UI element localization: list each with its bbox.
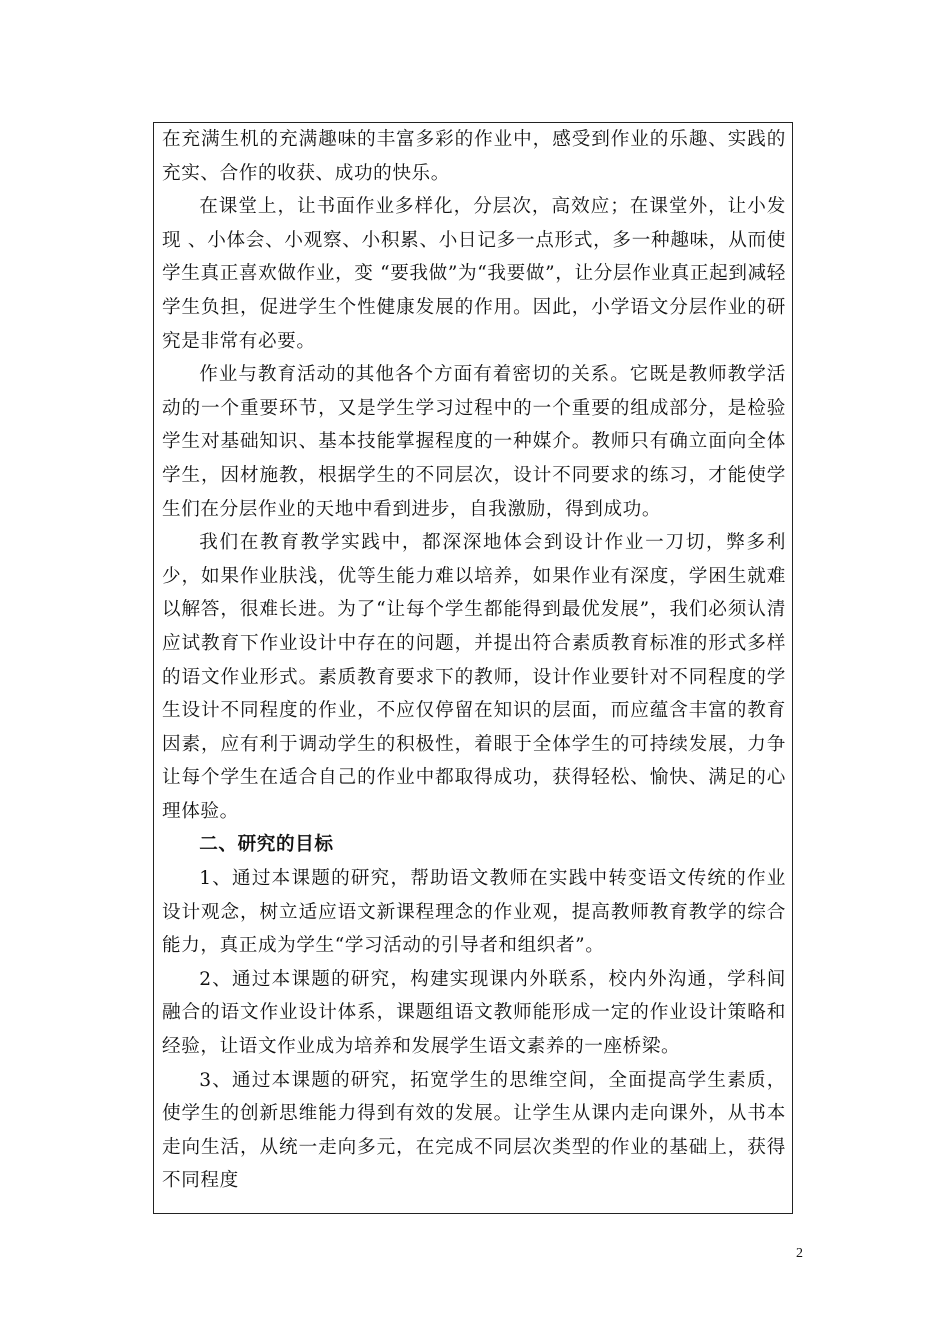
paragraph: 在课堂上，让书面作业多样化，分层次，高效应；在课堂外，让小发现 、小体会、小观察、小积累、小日记多一点形式，多一种趣味，从而使学生真正喜欢做作业，变 “要我做”为“我要做”，让分层作业真正起到减轻学生负担，促进学生个性健康发展的作用。因此，小学语文分层作业的研究是非常有必要。 [162, 196, 786, 352]
section-heading: 二、研究的目标 [199, 834, 334, 856]
paragraph: 我们在教育教学实践中，都深深地体会到设计作业一刀切，弊多利少，如果作业肤浅，优等生能力难以培养，如果作业有深度，学困生就难以解答，很难长进。为了“让每个学生都能得到最优发展”，我们必须认清应试教育下作业设计中存在的问题，并提出符合素质教育标准的形式多样的语文作业形式。素质教育要求下的教师，设计作业要针对不同程度的学生设计不同程度的作业，不应仅停留在知识的层面，而应蕴含丰富的教育因素，应有利于调动学生的积极性，着眼于全体学生的可持续发展，力争让每个学生在适合自己的作业中都取得成功，获得轻松、愉快、满足的心理体验。 [162, 532, 786, 822]
goal-item: 1、通过本课题的研究，帮助语文教师在实践中转变语文传统的作业设计观念，树立适应语文新课程理念的作业观，提高教师教育教学的综合能力，真正成为学生“学习活动的引导者和组织者”。 [162, 868, 786, 957]
goal-item: 2、通过本课题的研究，构建实现课内外联系，校内外沟通，学科间融合的语文作业设计体系，课题组语文教师能形成一定的作业设计策略和经验，让语文作业成为培养和发展学生语文素养的一座桥梁。 [162, 968, 786, 1058]
document-body [162, 123, 786, 1198]
page-number: 2 [796, 1246, 803, 1261]
paragraph-continuation: 在充满生机的充满趣味的丰富多彩的作业中，感受到作业的乐趣、实践的充实、合作的收获、成功的快乐。 [162, 129, 786, 184]
paragraph: 作业与教育活动的其他各个方面有着密切的关系。它既是教师教学活动的一个重要环节，又是学生学习过程中的一个重要的组成部分，是检验学生对基础知识、基本技能掌握程度的一种媒介。教师只有确立面向全体学生，因材施教，根据学生的不同层次，设计不同要求的练习，才能使学生们在分层作业的天地中看到进步，自我激励，得到成功。 [162, 364, 786, 520]
goal-item: 3、通过本课题的研究，拓宽学生的思维空间，全面提高学生素质，使学生的创新思维能力得到有效的发展。让学生从课内走向课外，从书本走向生活，从统一走向多元，在完成不同层次类型的作业的基础上，获得不同程度 [162, 1069, 786, 1192]
